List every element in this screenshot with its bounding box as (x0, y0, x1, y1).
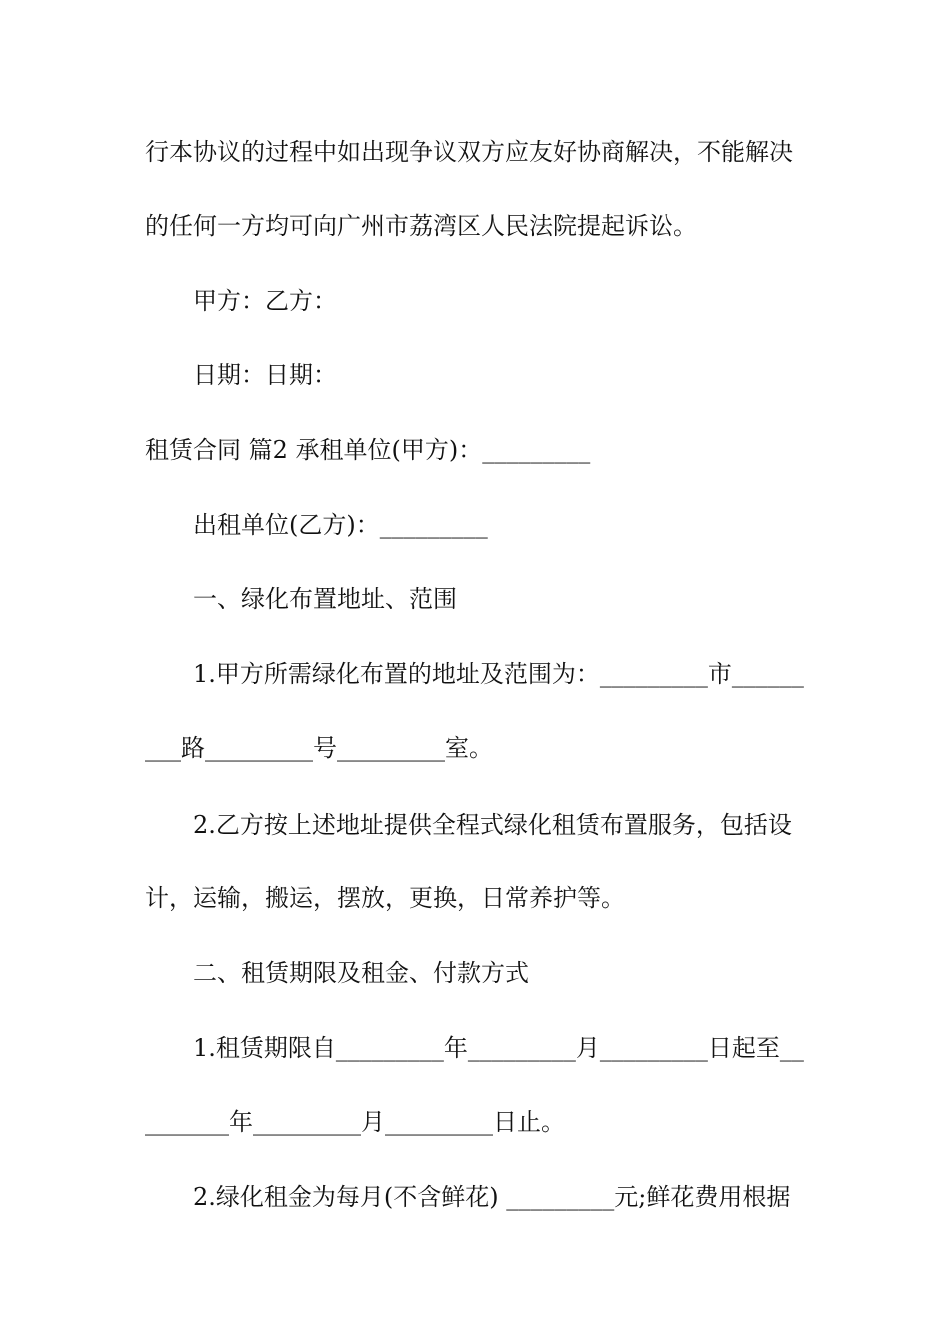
section-heading: 二、租赁期限及租金、付款方式 (193, 959, 529, 987)
date-signature-line: 日期：日期： (193, 361, 337, 389)
lessor-line: 出租单位(乙方)：_________ (193, 511, 488, 539)
clause-line: ___路_________号_________室。 (145, 734, 493, 762)
clause-line: 2.绿化租金为每月(不含鲜花) _________元;鲜花费用根据 (193, 1183, 791, 1211)
clause-line: _______年_________月_________日止。 (145, 1108, 565, 1136)
contract-heading-line: 租赁合同 篇2 承租单位(甲方)：_________ (145, 436, 591, 464)
paragraph-line: 的任何一方均可向广州市荔湾区人民法院提起诉讼。 (145, 212, 697, 240)
clause-line: 1.甲方所需绿化布置的地址及范围为：_________市______ (193, 660, 804, 688)
paragraph-line: 行本协议的过程中如出现争议双方应友好协商解决，不能解决 (145, 138, 793, 166)
clause-line: 计，运输，搬运，摆放，更换，日常养护等。 (145, 884, 625, 912)
party-signature-line: 甲方：乙方： (193, 287, 337, 315)
section-heading: 一、绿化布置地址、范围 (193, 585, 457, 613)
clause-line: 1.租赁期限自_________年_________月_________日起至__ (193, 1034, 804, 1062)
clause-line: 2.乙方按上述地址提供全程式绿化租赁布置服务，包括设 (193, 811, 792, 839)
